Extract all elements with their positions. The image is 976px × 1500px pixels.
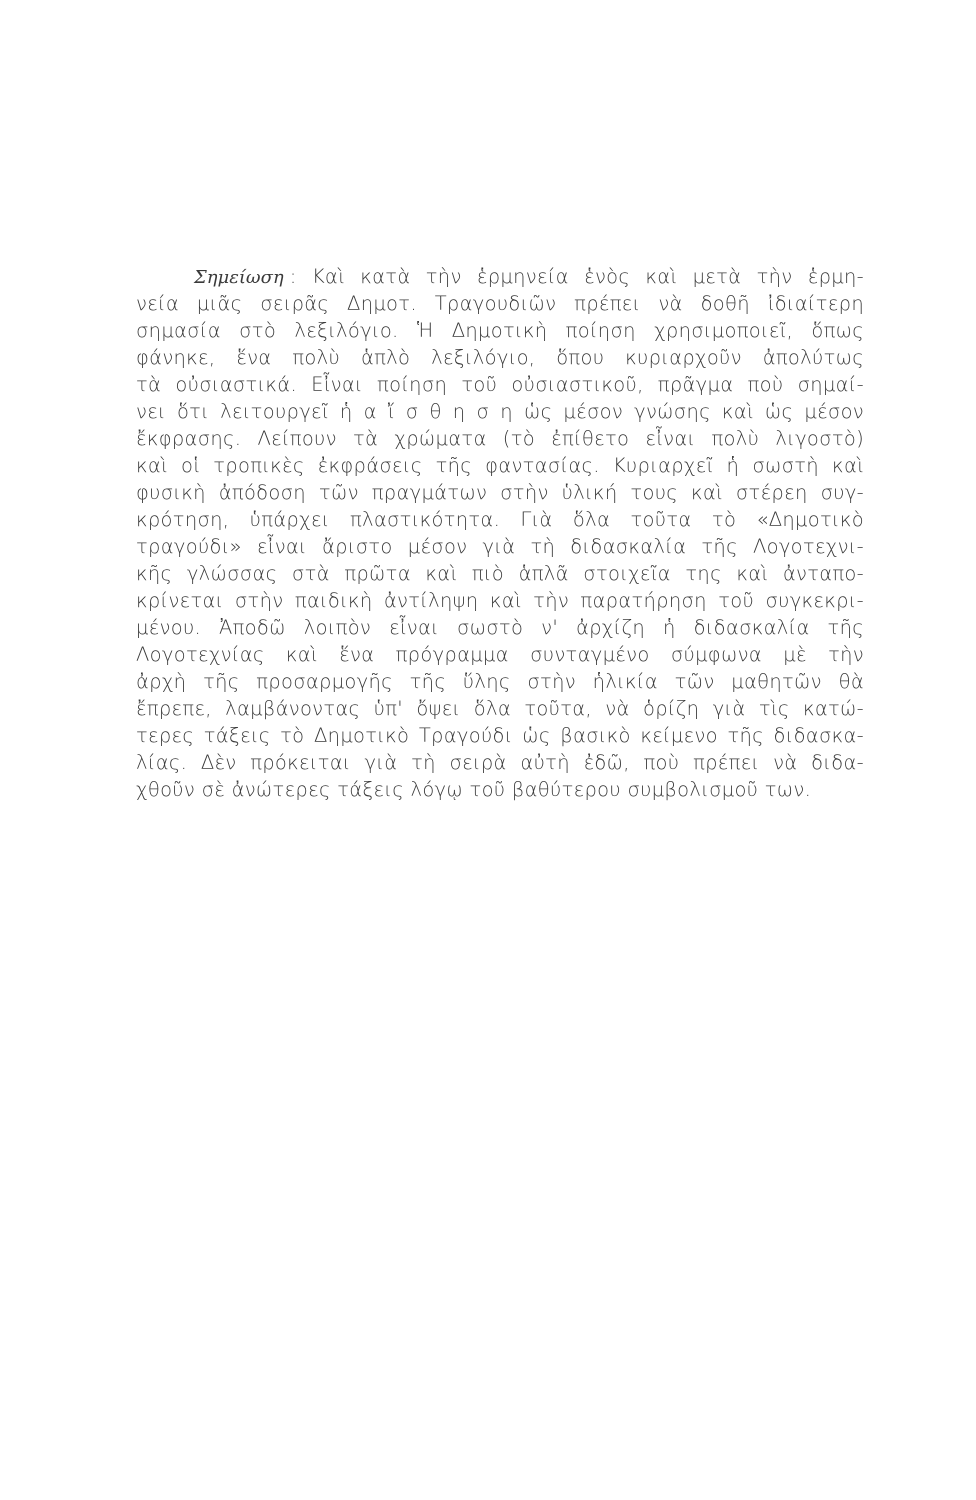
note-label: Σημείωση	[194, 267, 284, 288]
note-line-18: τερες τάξεις τὸ Δημοτικὸ Τραγούδι ὡς βασικὸ κείμενο τῆς διδασκα-	[136, 724, 864, 747]
note-line-11: τραγούδι» εἶναι ἄριστο μέσον γιὰ τὴ διδασκαλία τῆς Λογοτεχνι-	[136, 535, 864, 558]
note-line-20: χθοῦν σὲ ἀνώτερες τάξεις λόγῳ τοῦ βαθύτερου συμβολισμοῦ των.	[136, 778, 812, 801]
note-line-4: φάνηκε, ἕνα πολὺ ἁπλὸ λεξιλόγιο, ὅπου κυριαρχοῦν ἀπολύτως	[136, 346, 864, 369]
note-line-5: τὰ οὐσιαστικά. Εἶναι ποίηση τοῦ οὐσιαστικοῦ, πρᾶγμα ποὺ σημαί-	[136, 373, 864, 396]
note-line-6: νει ὅτι λειτουργεῖ ἡ α ἴ σ θ η σ η ὡς μέσον γνώσης καὶ ὡς μέσον	[136, 400, 864, 423]
note-line-text: : Καὶ κατὰ τὴν ἑρμηνεία ἑνὸς καὶ μετὰ τὴν ἑρμη-	[289, 265, 864, 288]
note-line-1	[136, 263, 864, 290]
note-line-7: ἔκφρασης. Λείπουν τὰ χρώματα (τὸ ἐπίθετο εἶναι πολὺ λιγοστὸ)	[136, 427, 864, 450]
note-line-8: καὶ οἱ τροπικὲς ἐκφράσεις τῆς φαντασίας. Κυριαρχεῖ ἡ σωστὴ καὶ	[136, 454, 864, 477]
note-line-17: ἔπρεπε, λαμβάνοντας ὑπ' ὄψει ὅλα τοῦτα, νὰ ὁρίζη γιὰ τὶς κατώ-	[136, 697, 864, 720]
note-line-3: σημασία στὸ λεξιλόγιο. Ἡ Δημοτικὴ ποίηση χρησιμοποιεῖ, ὅπως	[136, 319, 864, 342]
note-line-13: κρίνεται στὴν παιδικὴ ἀντίληψη καὶ τὴν παρατήρηση τοῦ συγκεκρι-	[136, 589, 864, 612]
note-line-16: ἀρχὴ τῆς προσαρμογῆς τῆς ὕλης στὴν ἡλικία τῶν μαθητῶν θὰ	[136, 670, 864, 693]
note-line-19: λίας. Δὲν πρόκειται γιὰ τὴ σειρὰ αὐτὴ ἐδῶ, ποὺ πρέπει νὰ διδα-	[136, 751, 864, 774]
note-line-10: κρότηση, ὑπάρχει πλαστικότητα. Γιὰ ὅλα τοῦτα τὸ «Δημοτικὸ	[136, 508, 864, 531]
note-paragraph	[136, 263, 864, 803]
note-line-14: μένου. Ἀποδῶ λοιπὸν εἶναι σωστὸ ν' ἀρχίζη ἡ διδασκαλία τῆς	[136, 616, 864, 639]
note-line-2: νεία μιᾶς σειρᾶς Δημοτ. Τραγουδιῶν πρέπει νὰ δοθῆ ἰδιαίτερη	[136, 292, 864, 315]
note-line-9: φυσικὴ ἀπόδοση τῶν πραγμάτων στὴν ὑλική τους καὶ στέρεη συγ-	[136, 481, 864, 504]
note-line-12: κῆς γλώσσας στὰ πρῶτα καὶ πιὸ ἁπλᾶ στοιχεῖα της καὶ ἀνταπο-	[136, 562, 864, 585]
note-line-15: Λογοτεχνίας καὶ ἕνα πρόγραμμα συνταγμένο σύμφωνα μὲ τὴν	[136, 643, 864, 666]
